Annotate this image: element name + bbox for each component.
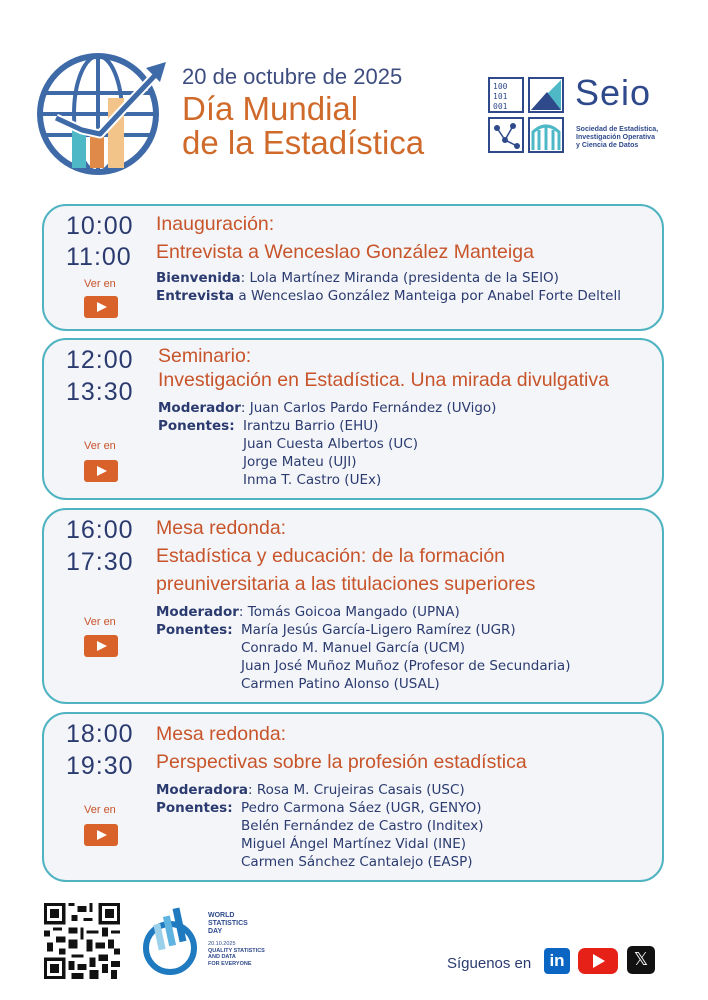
- session-type: Mesa redonda:: [156, 723, 287, 745]
- speaker: Pedro Carmona Sáez (UGR, GENYO): [241, 800, 482, 816]
- speakers-label: Ponentes:: [156, 800, 233, 816]
- event-date: 20 de octubre de 2025: [182, 64, 403, 89]
- session-end-time: 17:30: [66, 548, 134, 576]
- interview-text: a Wenceslao González Manteiga por Anabel Forte Deltell: [234, 288, 621, 304]
- seio-sub-line1: Sociedad de Estadística,: [576, 126, 659, 133]
- session-title: [158, 344, 609, 392]
- session-type: Seminario:: [158, 345, 252, 367]
- speaker: Juan Cuesta Albertos (UC): [243, 436, 418, 452]
- event-title: [182, 92, 424, 160]
- watch-label: Ver en: [84, 278, 116, 290]
- wsd-sub1: QUALITY STATISTICS: [208, 947, 265, 954]
- wsd-line1: WORLD: [208, 912, 235, 919]
- welcome-label: Bienvenida: [156, 270, 241, 286]
- speaker: Irantzu Barrio (EHU): [243, 418, 379, 434]
- globe-chart-logo: [34, 48, 166, 180]
- session-end-time: 11:00: [66, 243, 132, 271]
- wsd-sub3: FOR EVERYONE: [208, 960, 252, 967]
- session-type: Inauguración:: [156, 213, 275, 235]
- session-start-time: 18:00: [66, 720, 134, 748]
- session-start-time: 12:00: [66, 346, 134, 374]
- speaker: Carmen Sánchez Cantalejo (EASP): [241, 854, 473, 870]
- event-title-line1: Día Mundial: [182, 90, 359, 127]
- follow-us-label: Síguenos en: [447, 955, 532, 972]
- moderator-text: : Rosa M. Crujeiras Casais (USC): [248, 782, 465, 798]
- speakers-label: Ponentes:: [156, 622, 233, 638]
- watch-label: Ver en: [84, 804, 116, 816]
- session-topic: Perspectivas sobre la profesión estadística: [156, 751, 527, 773]
- qr-code[interactable]: [44, 903, 120, 979]
- moderator-label: Moderadora: [156, 782, 249, 798]
- speaker: Belén Fernández de Castro (Inditex): [241, 818, 484, 834]
- wsd-sub2: AND DATA: [208, 954, 236, 960]
- speaker: María Jesús García-Ligero Ramírez (UGR): [241, 622, 516, 638]
- session-type: Mesa redonda:: [156, 517, 287, 539]
- moderator-label: Moderador: [156, 604, 239, 620]
- moderator-text: : Tomás Goicoa Mangado (UPNA): [238, 604, 460, 620]
- moderator-text: : Juan Carlos Pardo Fernández (UVigo): [240, 400, 497, 416]
- seio-name: Seio: [575, 72, 652, 113]
- session-end-time: 19:30: [66, 752, 134, 780]
- session-topic-line2: preuniversitaria a las titulaciones superiores: [156, 573, 536, 595]
- session-card-3: [42, 508, 664, 704]
- session-start-time: 10:00: [66, 212, 134, 240]
- interview-line: [156, 288, 621, 304]
- session-topic: Entrevista a Wenceslao González Manteiga: [156, 241, 534, 263]
- x-icon[interactable]: 𝕏: [627, 946, 655, 974]
- moderator-label: Moderador: [158, 400, 241, 416]
- play-icon[interactable]: [84, 635, 118, 657]
- speaker: Inma T. Castro (UEx): [243, 472, 382, 488]
- world-statistics-day-logo: [142, 904, 214, 978]
- session-title: [156, 720, 527, 776]
- moderator-line: [156, 604, 460, 620]
- speakers-label: Ponentes:: [158, 418, 235, 434]
- svg-text:001: 001: [493, 102, 508, 111]
- wsd-line2: STATISTICS: [208, 920, 248, 927]
- svg-text:100: 100: [493, 82, 508, 91]
- speakers-label-text: Ponentes: [158, 418, 230, 434]
- session-card-1: [42, 204, 664, 331]
- watch-label: Ver en: [84, 440, 116, 452]
- watch-label: Ver en: [84, 616, 116, 628]
- wsd-title: [208, 912, 248, 936]
- speaker: Miguel Ángel Martínez Vidal (INE): [241, 836, 467, 852]
- session-topic: Investigación en Estadística. Una mirada divulgativa: [158, 369, 609, 391]
- wsd-line3: DAY: [208, 928, 223, 935]
- session-start-time: 16:00: [66, 516, 134, 544]
- welcome-text: : Lola Martínez Miranda (presidenta de la SEIO): [240, 270, 559, 286]
- seio-subtitle: [576, 126, 676, 150]
- event-title-line2: de la Estadística: [182, 124, 425, 161]
- session-title: [156, 210, 534, 266]
- moderator-line: [156, 782, 465, 798]
- play-icon[interactable]: [84, 824, 118, 846]
- youtube-icon[interactable]: [578, 948, 618, 974]
- session-end-time: 13:30: [66, 378, 134, 406]
- play-icon[interactable]: [84, 296, 118, 318]
- speaker: Carmen Patino Alonso (USAL): [241, 676, 440, 692]
- session-card-2: [42, 338, 664, 500]
- speaker: Juan José Muñoz Muñoz (Profesor de Secundaria): [241, 658, 571, 674]
- svg-text:101: 101: [493, 92, 508, 101]
- seio-sub-line2: Investigación Operativa: [576, 134, 655, 141]
- moderator-line: [158, 400, 496, 416]
- welcome-line: [156, 270, 559, 286]
- seio-sub-line3: y Ciencia de Datos: [576, 142, 639, 149]
- speaker: Conrado M. Manuel García (UCM): [241, 640, 466, 656]
- wsd-subtitle: [208, 941, 265, 967]
- speakers-label-text: Ponentes: [156, 800, 228, 816]
- play-icon[interactable]: [84, 460, 118, 482]
- session-topic-line1: Estadística y educación: de la formación: [156, 545, 506, 567]
- speakers-label-text: Ponentes: [156, 622, 228, 638]
- wsd-date: 20.10.2025: [208, 941, 236, 947]
- session-card-4: [42, 712, 664, 882]
- interview-label: Entrevista: [156, 288, 235, 304]
- linkedin-icon[interactable]: in: [544, 948, 570, 974]
- speaker: Jorge Mateu (UJI): [243, 454, 357, 470]
- session-title: [156, 514, 535, 598]
